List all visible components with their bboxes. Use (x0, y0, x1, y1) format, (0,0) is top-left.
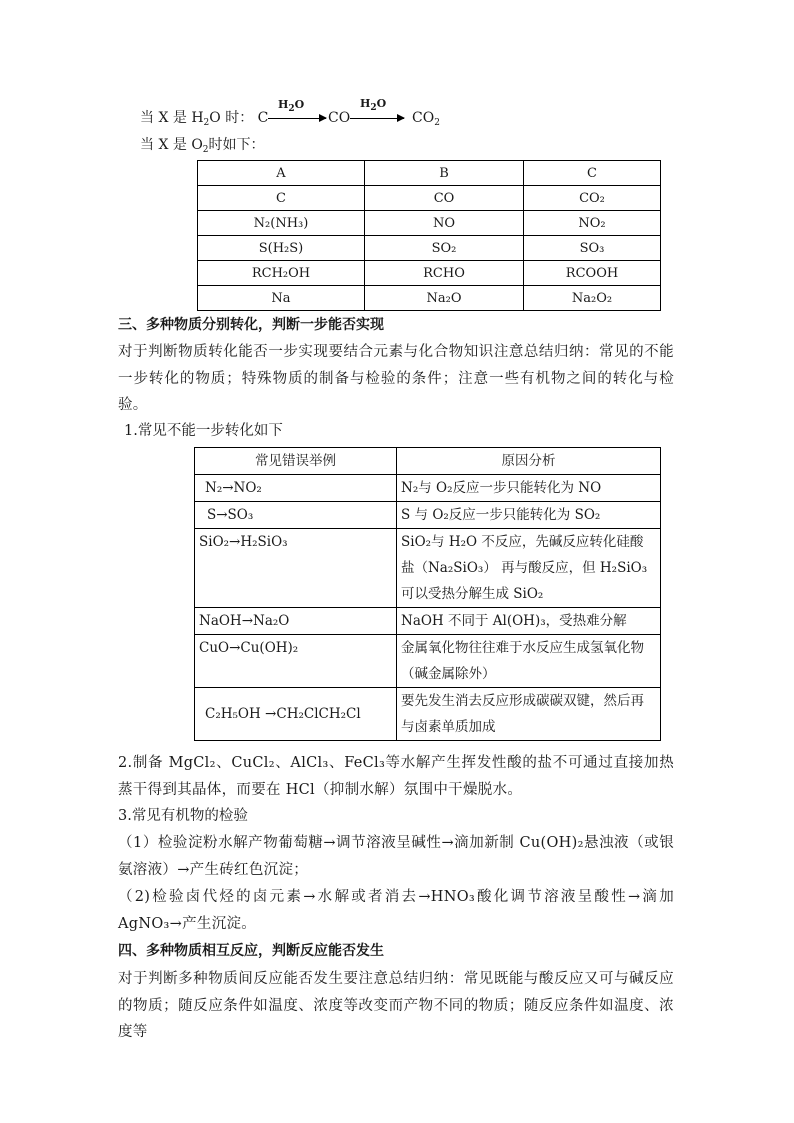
table-cell: Na (198, 286, 365, 311)
table-header-cell: B (365, 161, 524, 186)
table-row (198, 186, 661, 211)
table-row (198, 286, 661, 311)
table-cell: NaOH→Na₂O (195, 608, 397, 635)
reaction-arrow-1 (268, 118, 326, 119)
table-header-cell: A (198, 161, 365, 186)
table-cell: SO₃ (524, 236, 661, 261)
reaction-arrow-2 (350, 118, 404, 119)
point-3-title: 3.常见有机物的检验 (118, 808, 248, 824)
section-4-heading: 四、多种物质相互反应，判断反应能否发生 (118, 943, 384, 959)
table-cell: Na₂O₂ (524, 286, 661, 311)
table-row (195, 475, 661, 502)
table-row (195, 688, 661, 741)
table-header-row (198, 161, 661, 186)
section-4-intro: 对于判断多种物质间反应能否发生要注意总结归纳：常见既能与酸反应又可与碱反应的物质；随反应条件如温度、浓度等改变而产物不同的物质；随反应条件如温度、浓度等 (118, 971, 674, 1040)
table-row (198, 261, 661, 286)
table-row (195, 608, 661, 635)
table-cell: SO₂ (365, 236, 524, 261)
arrow1-label: $H_2O$ (278, 98, 305, 114)
formula-end: $CO_2$ (412, 110, 440, 128)
table-cell: 金属氧化物往往难于水反应生成氢氧化物（碱金属除外） (397, 635, 661, 688)
table-cell: S→SO₃ (195, 502, 397, 529)
point-3-item-1: （1）检验淀粉水解产物葡萄糖→调节溶液呈碱性→滴加新制 Cu(OH)₂悬浊液（或银氨溶液）→产生砖红色沉淀； (118, 835, 674, 878)
table-cell: RCH₂OH (198, 261, 365, 286)
o2-line: 当 X 是 $O_2$时如下： (140, 137, 265, 155)
table-cell: N₂→NO₂ (195, 475, 397, 502)
formula-prefix-tail: O 时： C (209, 110, 269, 126)
section-3-sub1: 1.常见不能一步转化如下 (124, 423, 283, 439)
point-2: 2.制备 MgCl₂、CuCl₂、AlCl₃、FeCl₃等水解产生挥发性酸的盐不可通过直接加热蒸干得到其晶体，而要在 HCl（抑制水解）氛围中干燥脱水。 (118, 755, 674, 798)
table-cell: SiO₂与 H₂O 不反应，先碱反应转化硅酸盐（Na₂SiO₃） 再与酸反应，但 H₂SiO₃可以受热分解生成 SiO₂ (397, 529, 661, 608)
table-row (198, 211, 661, 236)
table-cell: RCOOH (524, 261, 661, 286)
point-3-item-2: （2)检验卤代烃的卤元素→水解或者消去→HNO₃酸化调节溶液呈酸性→滴加 AgNO₃→产生沉淀。 (118, 889, 674, 932)
table-header-cell: 原因分析 (397, 448, 661, 475)
table-cell: N₂(NH₃) (198, 211, 365, 236)
formula-mid: CO (328, 110, 351, 126)
table-cell: 要先发生消去反应形成碳碳双键，然后再与卤素单质加成 (397, 688, 661, 741)
table-cell: Na₂O (365, 286, 524, 311)
table-cell: CuO→Cu(OH)₂ (195, 635, 397, 688)
section-3-heading: 三、多种物质分别转化，判断一步能否实现 (118, 317, 384, 333)
formula-prefix: 当 X 是 H (140, 110, 204, 126)
table-cell: N₂与 O₂反应一步只能转化为 NO (397, 475, 661, 502)
arrow2-label: $H_2O$ (360, 97, 387, 113)
table-row (195, 635, 661, 688)
table-header-cell: 常见错误举例 (195, 448, 397, 475)
table-header-cell: C (524, 161, 661, 186)
table-cell: C (198, 186, 365, 211)
table-cell: C₂H₅OH →CH₂ClCH₂Cl (195, 688, 397, 741)
table-cell: RCHO (365, 261, 524, 286)
table-cell: S(H₂S) (198, 236, 365, 261)
section-3-intro: 对于判断物质转化能否一步实现要结合元素与化合物知识注意总结归纳：常见的不能一步转化的物质；特殊物质的制备与检验的条件；注意一些有机物之间的转化与检验。 (118, 344, 674, 413)
table-cell: CO₂ (524, 186, 661, 211)
table-row (195, 502, 661, 529)
formula-line: 当 X 是 $H_2O$ 时： C (140, 110, 269, 128)
table-row (198, 236, 661, 261)
table-cell: SiO₂→H₂SiO₃ (195, 529, 397, 608)
non-conversion-table (194, 447, 661, 741)
table-cell: NO (365, 211, 524, 236)
table-cell: S 与 O₂反应一步只能转化为 SO₂ (397, 502, 661, 529)
table-row (195, 529, 661, 608)
table-header-row (195, 448, 661, 475)
table-cell: NaOH 不同于 Al(OH)₃，受热难分解 (397, 608, 661, 635)
conversion-table (197, 160, 661, 311)
table-cell: NO₂ (524, 211, 661, 236)
table-cell: CO (365, 186, 524, 211)
